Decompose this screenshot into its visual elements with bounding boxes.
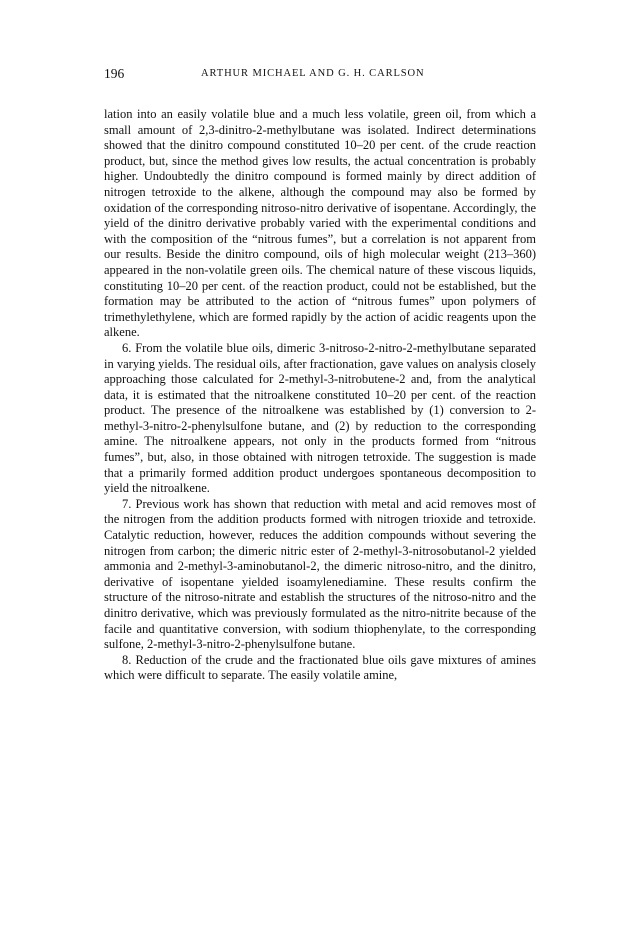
running-head-authors: ARTHUR MICHAEL AND G. H. CARLSON xyxy=(201,68,425,79)
paragraph-continuation: lation into an easily volatile blue and a much less volatile, green oil, from which a small amount of 2,3-dinitro-2-methylbutane was isolated. Indirect determinations showed that the dinitro compound constituted 10–20 per cent. of the crude reaction product, but, since the method gives low results, the actual concentration is probably higher. Undoubtedly the dinitro compound is formed mainly by direct addition of nitrogen tetroxide to the alkene, although the compound may also be formed by oxidation of the corresponding nitroso-nitro derivative of isopentane. Accordingly, the yield of the dinitro derivative probably varied with the experimental conditions and with the composition of the “nitrous fumes”, but a correlation is not apparent from our results. Beside the dinitro compound, oils of high molecular weight (213–360) appeared in the non-volatile green oils. The chemical nature of these viscous liquids, constituting 10–20 per cent. of the reaction product, could not be established, but the formation may be attributed to the action of “nitrous fumes” upon polymers of trimethylethylene, which are formed rapidly by the action of acidic reagents upon the alkene. xyxy=(104,107,536,340)
paragraph-7: 7. Previous work has shown that reduction with metal and acid removes most of the nitrogen from the addition products formed with nitrogen trioxide and tetroxide. Catalytic reduction, however, reduces the addition compounds without severing the nitrogen from carbon; the dimeric nitric ester of 2-methyl-3-nitrosobutanol-2 yielded ammonia and 2-methyl-3-aminobutanol-2, the dimeric nitroso-nitro, and the dinitro, derivative of isopentane yielded isoamylenediamine. These results confirm the structure of the nitroso-nitrate and establish the structures of the nitroso-nitro and the dinitro derivative, which was previously formulated as the nitro-nitrite because of the facile and quantitative conversion, with sodium thiophenylate, to the corresponding sulfone, 2-methyl-3-nitro-2-phenylsulfone butane. xyxy=(104,496,536,652)
body-text xyxy=(104,107,536,684)
paragraph-8: 8. Reduction of the crude and the fractionated blue oils gave mixtures of amines which were difficult to separate. The easily volatile amine, xyxy=(104,652,536,683)
page-number: 196 xyxy=(104,66,125,81)
paragraph-6: 6. From the volatile blue oils, dimeric 3-nitroso-2-nitro-2-methylbutane separated in varying yields. The residual oils, after fractionation, gave values on analysis closely approaching those calculated for 2-methyl-3-nitrobutene-2 and, from the analytical data, it is estimated that the nitroalkene constituted 10–20 per cent. of the reaction product. The presence of the nitroalkene was established by (1) conversion to 2-methyl-3-nitro-2-phenylsulfone butane, and (2) by reduction to the corresponding amine. The nitroalkene appears, not only in the products formed from “nitrous fumes”, but, also, in those obtained with nitrogen tetroxide. The suggestion is made that a primarily formed addition product undergoes spontaneous decomposition to yield the nitroalkene. xyxy=(104,340,536,496)
running-head xyxy=(104,66,534,84)
